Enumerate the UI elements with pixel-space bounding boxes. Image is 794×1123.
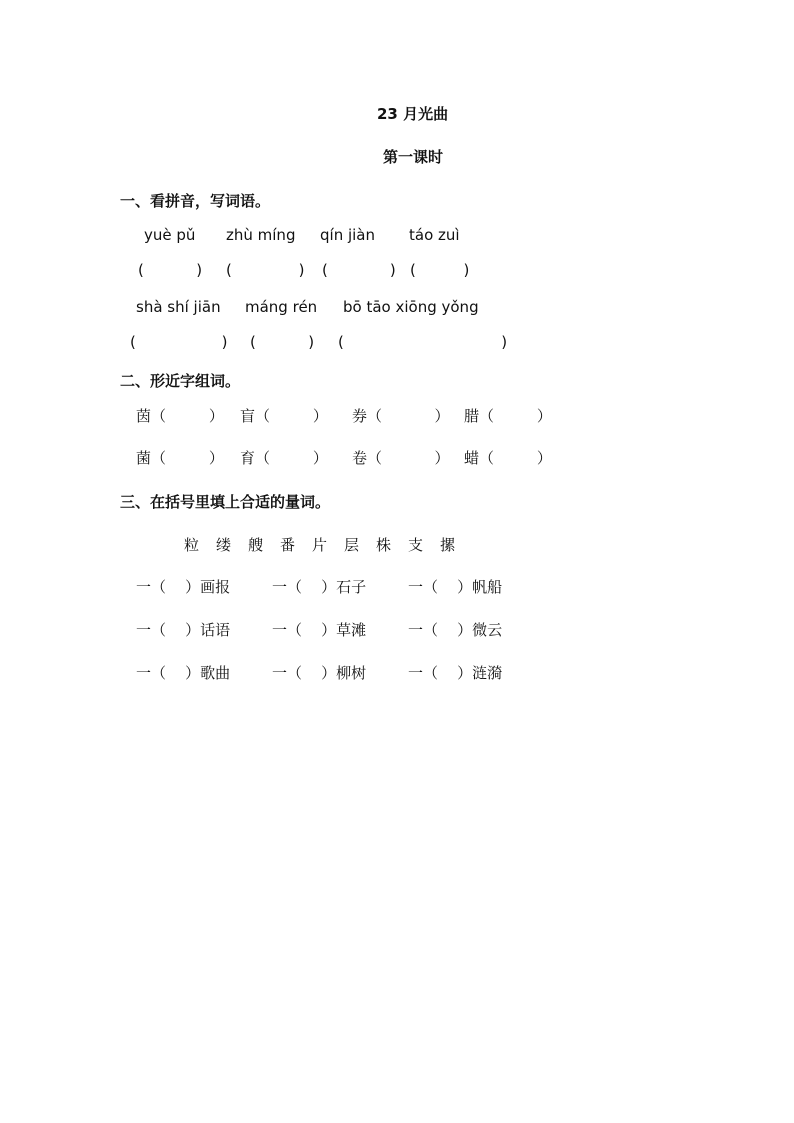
- word-bank-item: 株: [376, 536, 392, 554]
- lesson-subtitle: 第一课时: [383, 148, 444, 166]
- section-1-heading: 一、看拼音，写词语。: [120, 192, 271, 210]
- measure-word-item[interactable]: 一（ ）话语: [136, 621, 231, 639]
- answer-blank[interactable]: ( ): [250, 333, 315, 351]
- word-bank-item: 艘: [248, 536, 264, 554]
- pinyin-item: bō tāo xiōng yǒng: [343, 298, 479, 316]
- word-bank-item: 粒: [184, 536, 200, 554]
- word-pair-item[interactable]: 盲（ ）: [240, 407, 328, 425]
- measure-word-item[interactable]: 一（ ）画报: [136, 578, 231, 596]
- word-bank-item: 摞: [440, 536, 456, 554]
- word-bank-item: 片: [312, 536, 328, 554]
- measure-word-item[interactable]: 一（ ）草滩: [272, 621, 367, 639]
- measure-word-item[interactable]: 一（ ）涟漪: [408, 664, 503, 682]
- word-pair-item[interactable]: 蜡（ ）: [464, 449, 552, 467]
- answer-blank[interactable]: ( ): [130, 333, 228, 351]
- pinyin-item: zhù míng: [226, 226, 296, 244]
- answer-blank[interactable]: ( ): [410, 261, 470, 279]
- section-3-heading: 三、在括号里填上合适的量词。: [120, 493, 331, 511]
- page-title: 23 月光曲: [377, 105, 449, 123]
- answer-blank[interactable]: ( ): [322, 261, 396, 279]
- pinyin-item: máng rén: [245, 298, 318, 316]
- answer-blank[interactable]: ( ): [338, 333, 508, 351]
- measure-word-item[interactable]: 一（ ）微云: [408, 621, 503, 639]
- word-pair-item[interactable]: 腊（ ）: [464, 407, 552, 425]
- measure-word-item[interactable]: 一（ ）歌曲: [136, 664, 231, 682]
- section-2-heading: 二、形近字组词。: [120, 372, 241, 390]
- word-bank-item: 层: [344, 536, 360, 554]
- pinyin-item: yuè pǔ: [144, 226, 196, 244]
- answer-blank[interactable]: ( ): [138, 261, 203, 279]
- pinyin-item: shà shí jiān: [136, 298, 221, 316]
- word-bank-item: 番: [280, 536, 296, 554]
- word-pair-item[interactable]: 券（ ）: [352, 407, 450, 425]
- measure-word-item[interactable]: 一（ ）石子: [272, 578, 367, 596]
- word-pair-item[interactable]: 菌（ ）: [136, 449, 224, 467]
- pinyin-item: táo zuì: [409, 226, 460, 244]
- measure-word-item[interactable]: 一（ ）柳树: [272, 664, 367, 682]
- word-pair-item[interactable]: 茵（ ）: [136, 407, 224, 425]
- answer-blank[interactable]: ( ): [226, 261, 305, 279]
- word-pair-item[interactable]: 育（ ）: [240, 449, 328, 467]
- word-pair-item[interactable]: 卷（ ）: [352, 449, 450, 467]
- measure-word-item[interactable]: 一（ ）帆船: [408, 578, 503, 596]
- word-bank-item: 支: [408, 536, 424, 554]
- pinyin-item: qín jiàn: [320, 226, 375, 244]
- word-bank-item: 缕: [216, 536, 232, 554]
